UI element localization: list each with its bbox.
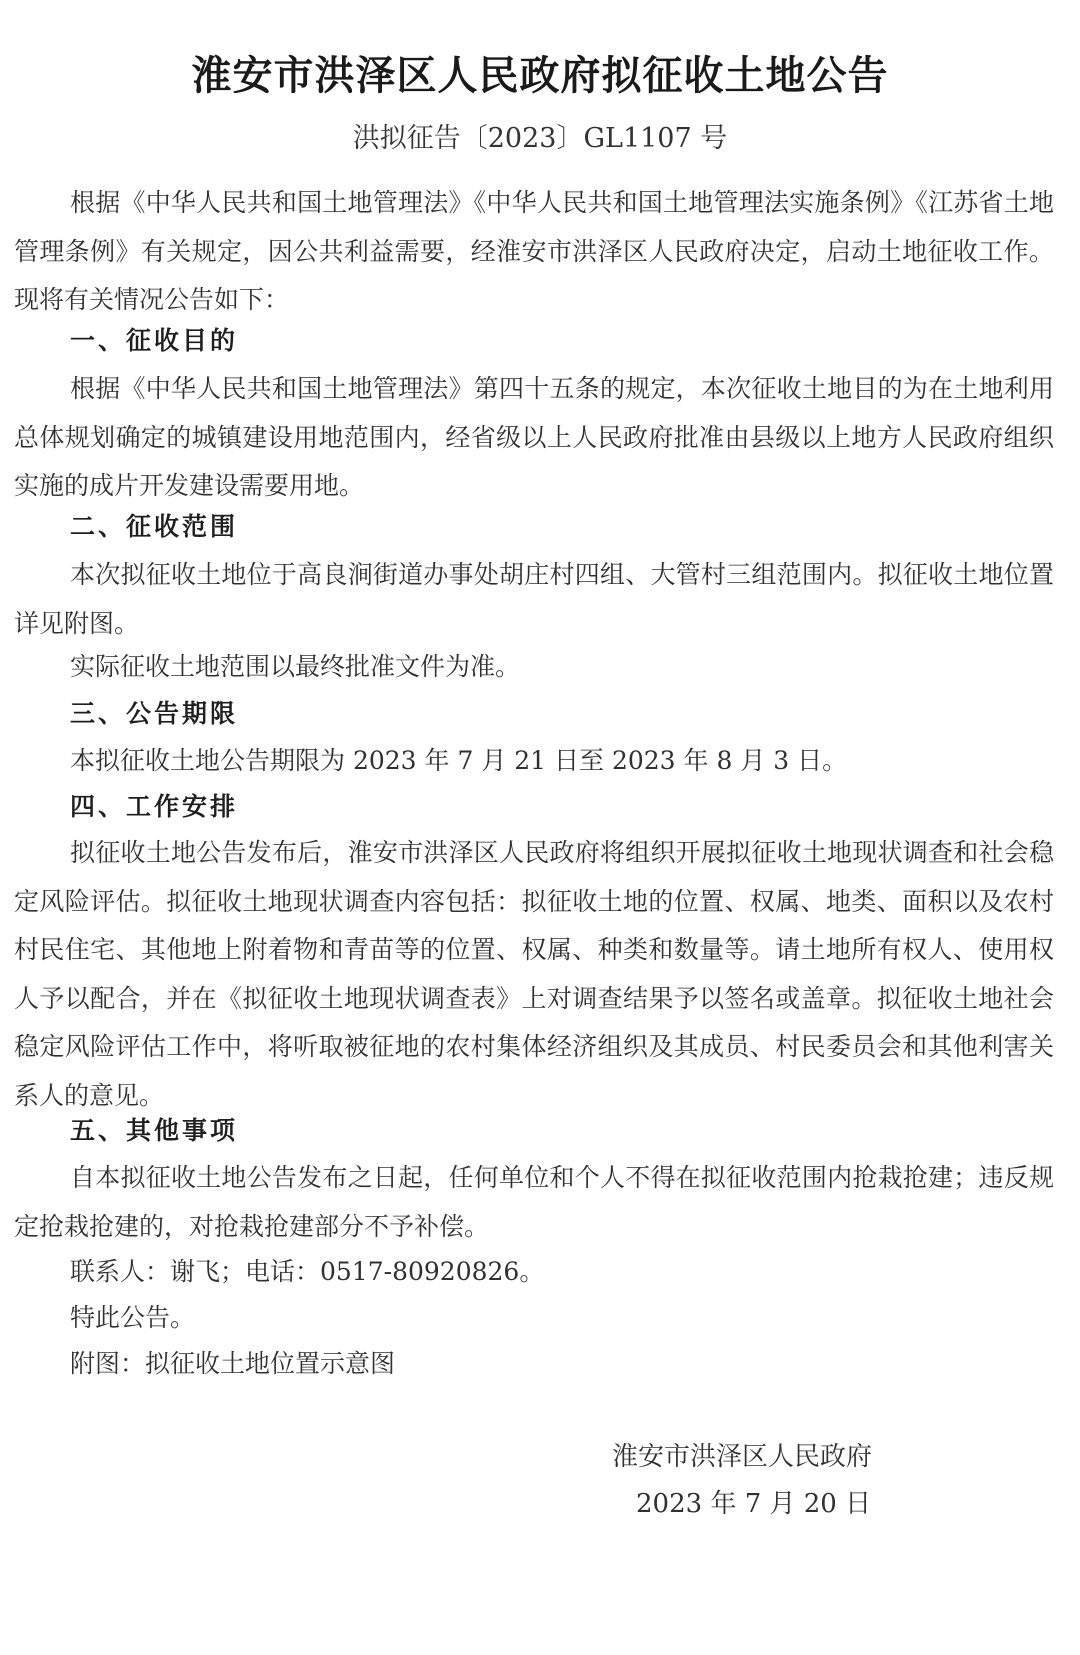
signature-org: 淮安市洪泽区人民政府: [612, 1442, 873, 1472]
section-heading-other: 五、其他事项: [70, 1116, 239, 1145]
signature-date: 2023 年 7 月 20 日: [636, 1489, 872, 1519]
section-scope-note: 实际征收土地范围以最终批准文件为准。: [70, 652, 521, 681]
section-scope-paragraph: 本次拟征收土地位于高良涧街道办事处胡庄村四组、大管村三组范围内。拟征收土地位置详见附图。: [14, 560, 1054, 638]
section-heading-period: 三、公告期限: [70, 699, 239, 728]
section-arrangement-paragraph: 拟征收土地公告发布后，淮安市洪泽区人民政府将组织开展拟征收土地现状调查和社会稳定风险评估。拟征收土地现状调查内容包括：拟征收土地的位置、权属、地类、面积以及农村村民住宅、其他地上附着物和青苗等的位置、权属、种类和数量等。请土地所有权人、使用权人予以配合，并在《拟征收土地现状调查表》上对调查结果予以签名或盖章。拟征收土地社会稳定风险评估工作中，将听取被征地的农村集体经济组织及其成员、村民委员会和其他利害关系人的意见。: [14, 838, 1054, 1110]
section-period-paragraph: 本拟征收土地公告期限为 2023 年 7 月 21 日至 2023 年 8 月 3 日。: [70, 746, 848, 775]
section-heading-scope: 二、征收范围: [70, 512, 239, 541]
document-number: 洪拟征告〔2023〕GL1107 号: [352, 123, 728, 154]
section-other-paragraph: 自本拟征收土地公告发布之日起，任何单位和个人不得在拟征收范围内抢栽抢建；违反规定抢栽抢建的，对抢栽抢建部分不予补偿。: [14, 1163, 1054, 1241]
section-heading-arrangement: 四、工作安排: [70, 792, 239, 821]
section-heading-purpose: 一、征收目的: [70, 326, 239, 355]
attachment-line: 附图：拟征收土地位置示意图: [70, 1349, 396, 1378]
contact-line: 联系人：谢飞；电话：0517-80920826。: [70, 1257, 545, 1286]
intro-paragraph: 根据《中华人民共和国土地管理法》《中华人民共和国土地管理法实施条例》《江苏省土地管理条例》有关规定，因公共利益需要，经淮安市洪泽区人民政府决定，启动土地征收工作。现将有关情况公告如下：: [14, 188, 1054, 314]
section-purpose-paragraph: 根据《中华人民共和国土地管理法》第四十五条的规定，本次征收土地目的为在土地利用总体规划确定的城镇建设用地范围内，经省级以上人民政府批准由县级以上地方人民政府组织实施的成片开发建设需要用地。: [14, 374, 1054, 500]
page-title: 淮安市洪泽区人民政府拟征收土地公告: [191, 53, 889, 99]
closing-line: 特此公告。: [70, 1303, 196, 1332]
